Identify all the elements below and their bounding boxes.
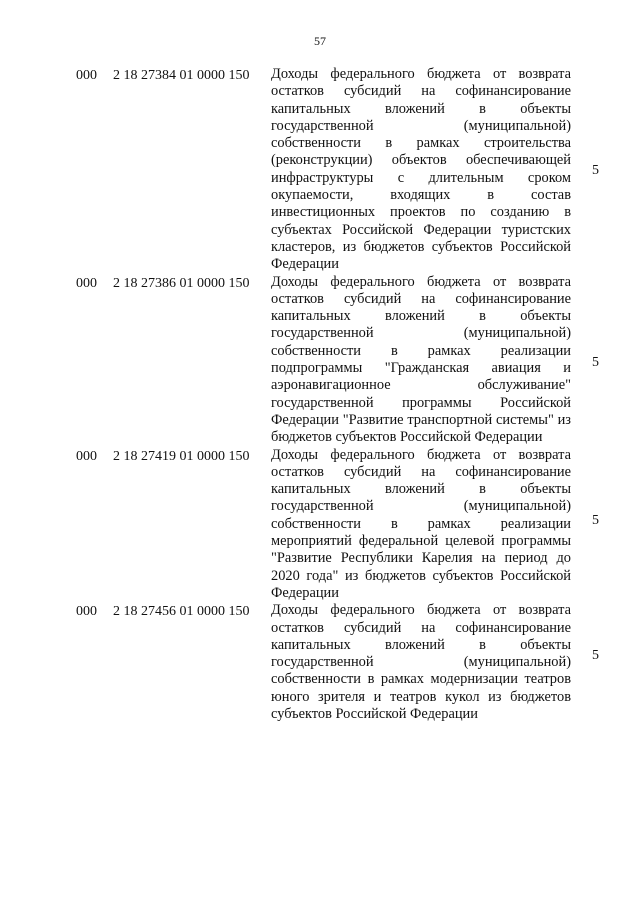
norm-code: 5 <box>592 163 599 178</box>
table-row <box>0 66 640 274</box>
table-row <box>0 274 640 447</box>
norm-code: 5 <box>592 354 599 370</box>
revenue-name: Доходы федерального бюджета от возврата остатков субсидий на софинансирование капитальных вложений в объекты государственной (муниципальной) собственности в рамках реализации мероприятий федеральной целевой программы "Развитие Республики Карелия на период до 2020 года" из бюджетов субъектов Российской Федерации <box>271 446 571 601</box>
kbk-code: 2 18 27456 01 0000 150 <box>113 604 250 620</box>
revenue-table <box>0 66 640 723</box>
table-row <box>0 602 640 723</box>
admin-code: 000 <box>76 275 97 291</box>
admin-code: 000 <box>76 448 97 464</box>
admin-code: 000 <box>76 604 97 620</box>
norm-code: 5 <box>592 648 599 664</box>
table-row <box>0 447 640 603</box>
norm-code: 5 <box>592 512 599 528</box>
revenue-name: Доходы федерального бюджета от возврата остатков субсидий на софинансирование капитальных вложений в объекты государственной (муниципальной) собственности в рамках реализации подпрограммы "Гражданская авиация и аэронавигационное обслуживание" государственной программы Российской Федерации "Развитие транспортной системы" из бюджетов субъектов Российской Федерации <box>271 273 571 446</box>
kbk-code: 2 18 27419 01 0000 150 <box>113 448 250 464</box>
page-number: 57 <box>314 34 326 48</box>
kbk-code: 2 18 27386 01 0000 150 <box>113 275 250 291</box>
revenue-name: Доходы федерального бюджета от возврата остатков субсидий на софинансирование капитальных вложений в объекты государственной (муниципальной) собственности в рамках модернизации театров юного зрителя и театров кукол из бюджетов субъектов Российской Федерации <box>271 602 571 722</box>
admin-code: 000 <box>76 68 97 83</box>
kbk-code: 2 18 27384 01 0000 150 <box>113 68 250 83</box>
revenue-name: Доходы федерального бюджета от возврата остатков субсидий на софинансирование капитальных вложений в объекты государственной (муниципальной) собственности в рамках строительства (реконструкции) объектов обеспечивающей инфраструктуры с длительным сроком окупаемости, входящих в состав инвестиционных проектов по созданию в субъектах Российской Федерации туристских кластеров, из бюджетов субъектов Российской Федерации <box>271 66 571 273</box>
